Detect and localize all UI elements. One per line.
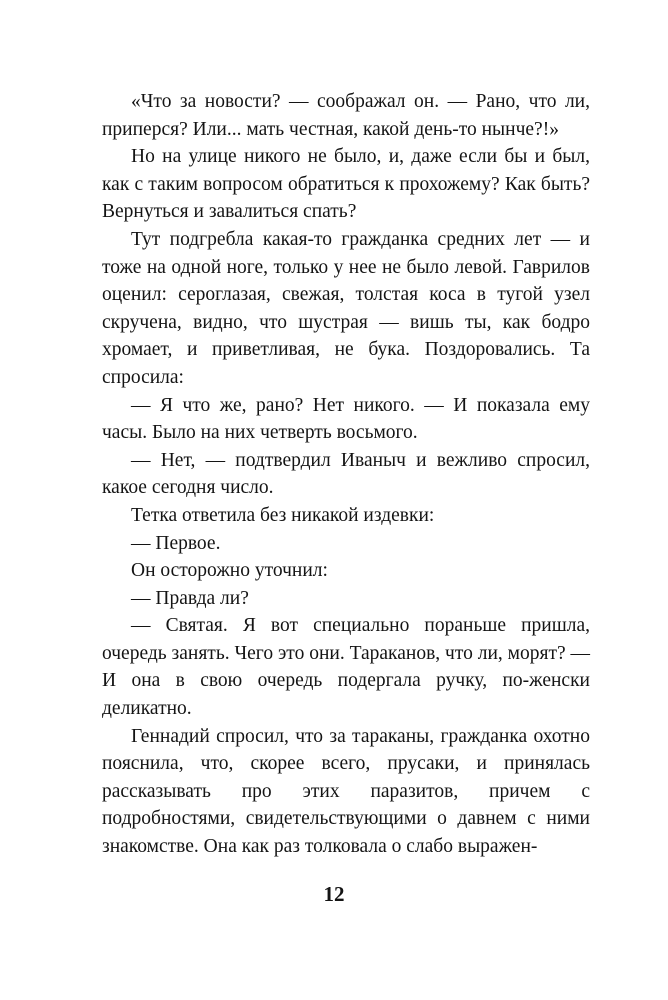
- paragraph: «Что за новости? — соображал он. — Рано, что ли, приперся? Или... мать честная, какой день-то нынче?!»: [102, 91, 590, 140]
- paragraph: Тут подгребла какая-то гражданка средних лет — и тоже на одной ноге, только у нее не было левой. Гаврилов оценил: сероглазая, свежая, толстая коса в тугой узел скручена, видно, что шустрая — вишь ты, как бодро хромает, и приветливая, не бука. Поздоровались. Та спросила:: [102, 228, 590, 388]
- paragraph: — Святая. Я вот специально пораньше пришла, очередь занять. Чего это они. Тараканов, что ли, морят? — И она в свою очередь подергала ручку, по-женски деликатно.: [102, 615, 591, 720]
- paragraph: Тетка ответила без никакой издевки:: [131, 504, 435, 526]
- paragraph: Он осторожно уточнил:: [131, 560, 328, 582]
- page-number: 12: [323, 882, 345, 906]
- body-text: [102, 88, 590, 861]
- paragraph: — Я что же, рано? Нет никого. — И показала ему часы. Было на них четверть восьмого.: [102, 394, 590, 444]
- paragraph: — Первое.: [131, 532, 221, 554]
- paragraph: — Правда ли?: [131, 587, 249, 609]
- paragraph: Но на улице никого не было, и, даже если бы и был, как с таким вопросом обратиться к прохожему? Как быть? Вернуться и завалиться спать?: [102, 146, 590, 223]
- paragraph: — Нет, — подтвердил Иваныч и вежливо спросил, какое сегодня число.: [102, 449, 590, 499]
- paragraph: Геннадий спросил, что за тараканы, гражданка охотно пояснила, что, скорее всего, прусаки, и принялась рассказывать про этих паразитов, причем с подробностями, свидетельствующими о давнем с ними знакомстве. Она как раз толковала о слабо выражен-: [102, 725, 590, 858]
